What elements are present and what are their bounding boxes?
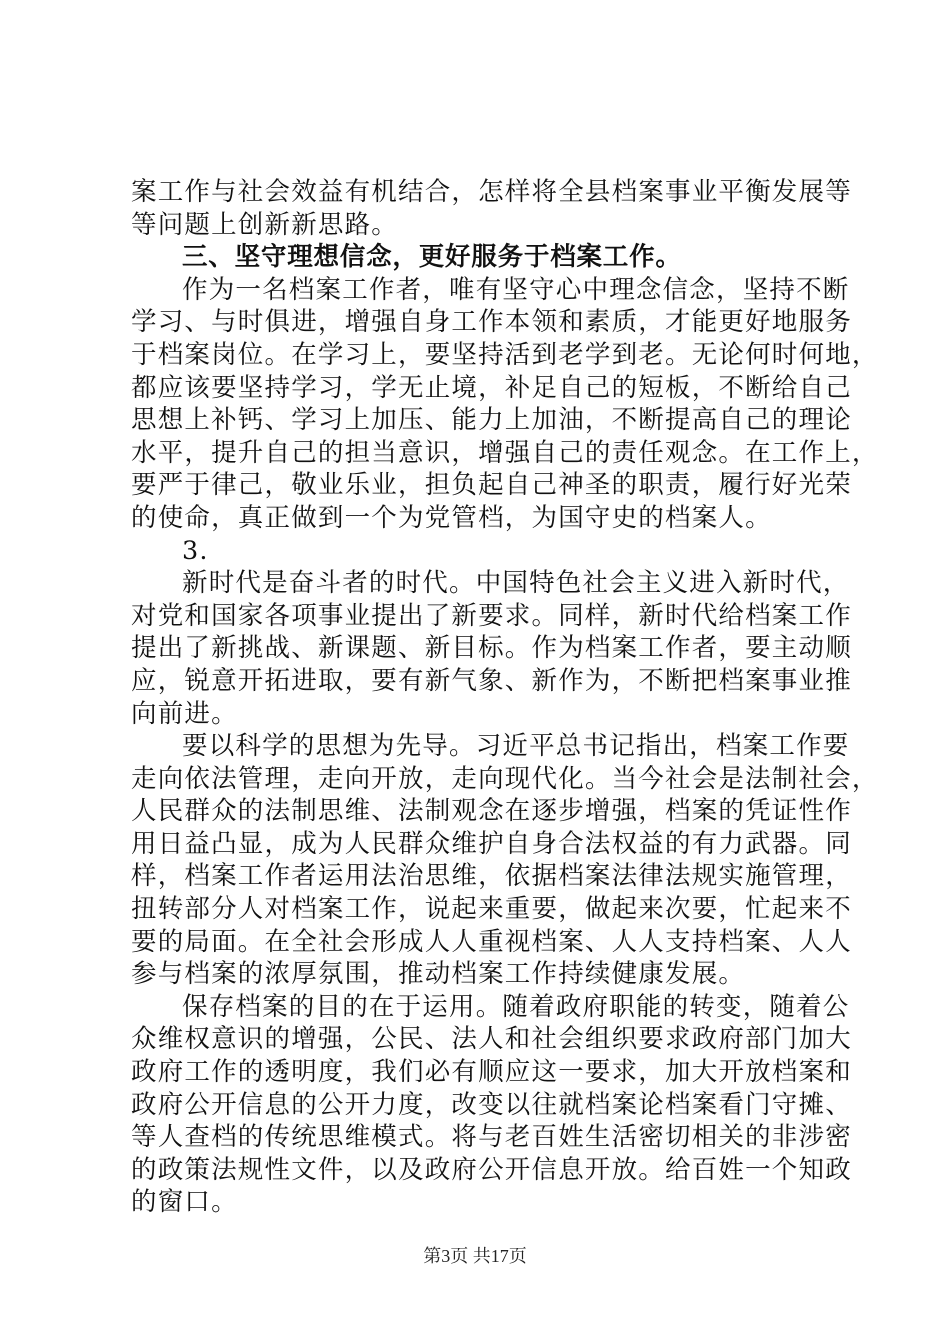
- text-line: 水平，提升自己的担当意识，增强自己的责任观念。在工作上，: [131, 437, 879, 468]
- text-line: 都应该要坚持学习，学无止境，补足自己的短板，不断给自己: [131, 372, 852, 403]
- text-line: 政府工作的透明度，我们必有顺应这一要求，加大开放档案和: [131, 1057, 852, 1088]
- text-line: 人民群众的法制思维、法制观念在逐步增强，档案的凭证性作: [131, 796, 852, 827]
- text-line: 应，锐意开拓进取，要有新气象、新作为，不断把档案事业推: [131, 665, 852, 696]
- text-line: 要以科学的思想为先导。习近平总书记指出，档案工作要: [182, 731, 850, 762]
- section-number: 3.: [182, 535, 209, 566]
- text-line: 的使命，真正做到一个为党管档，为国守史的档案人。: [131, 502, 772, 533]
- text-line: 新时代是奋斗者的时代。中国特色社会主义进入新时代，: [182, 568, 850, 599]
- text-line: 扭转部分人对档案工作，说起来重要，做起来次要，忙起来不: [131, 894, 852, 925]
- text-line: 要的局面。在全社会形成人人重视档案、人人支持档案、人人: [131, 926, 852, 957]
- text-line: 于档案岗位。在学习上，要坚持活到老学到老。无论何时何地，: [131, 339, 879, 370]
- text-line: 思想上补钙、学习上加压、能力上加油，不断提高自己的理论: [131, 405, 852, 436]
- text-line: 向前进。: [131, 698, 238, 729]
- text-line: 等问题上创新新思路。: [131, 209, 399, 240]
- text-line: 众维权意识的增强，公民、法人和社会组织要求政府部门加大: [131, 1024, 852, 1055]
- text-line: 样，档案工作者运用法治思维，依据档案法律法规实施管理，: [131, 861, 852, 892]
- section-heading: 三、坚守理想信念，更好服务于档案工作。: [182, 242, 682, 273]
- page-number-footer: 第3页 共17页: [423, 1246, 527, 1266]
- text-line: 参与档案的浓厚氛围，推动档案工作持续健康发展。: [131, 959, 746, 990]
- text-line: 等人查档的传统思维模式。将与老百姓生活密切相关的非涉密: [131, 1122, 852, 1153]
- text-line: 保存档案的目的在于运用。随着政府职能的转变，随着公: [182, 991, 850, 1022]
- body-text: [131, 176, 879, 1219]
- text-line: 对党和国家各项事业提出了新要求。同样，新时代给档案工作: [131, 600, 852, 631]
- text-line: 学习、与时俱进，增强自身工作本领和素质，才能更好地服务: [131, 307, 852, 338]
- text-line: 用日益凸显，成为人民群众维护自身合法权益的有力武器。同: [131, 828, 852, 859]
- text-line: 要严于律己，敬业乐业，担负起自己神圣的职责，履行好光荣: [131, 470, 852, 501]
- text-line: 作为一名档案工作者，唯有坚守心中理念信念，坚持不断: [182, 274, 850, 305]
- text-line: 案工作与社会效益有机结合，怎样将全县档案事业平衡发展等: [131, 177, 852, 207]
- text-line: 的窗口。: [131, 1187, 238, 1218]
- text-line: 的政策法规性文件，以及政府公开信息开放。给百姓一个知政: [131, 1154, 852, 1185]
- text-line: 提出了新挑战、新课题、新目标。作为档案工作者，要主动顺: [131, 633, 852, 664]
- text-line: 政府公开信息的公开力度，改变以往就档案论档案看门守摊、: [131, 1089, 852, 1120]
- text-line: 走向依法管理，走向开放，走向现代化。当今社会是法制社会，: [131, 763, 879, 794]
